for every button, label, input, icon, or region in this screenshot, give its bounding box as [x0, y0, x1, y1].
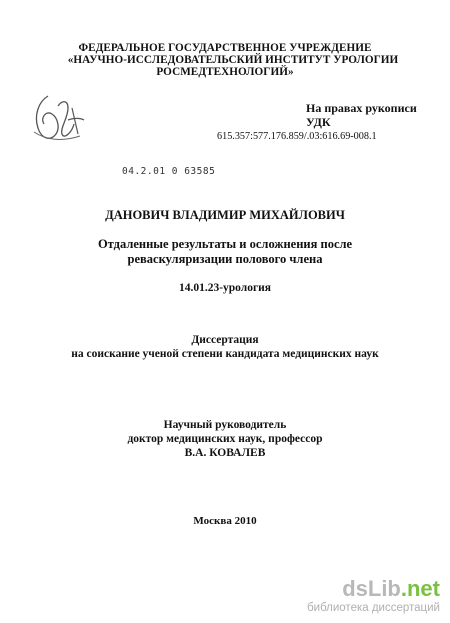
watermark-caption: библиотека диссертаций [307, 602, 440, 614]
udc-label: УДК [306, 115, 331, 129]
watermark [307, 577, 440, 615]
supervisor-label: Научный руководитель [163, 419, 287, 431]
udc-code: 615.357:577.176.859/.03:616.69-008.1 [217, 131, 377, 142]
degree-line: на соискание ученой степени кандидата медицинских наук [71, 348, 379, 360]
manuscript-rights: На правах рукописи [306, 101, 417, 115]
institution-line-2: «НАУЧНО-ИССЛЕДОВАТЕЛЬСКИЙ ИНСТИТУТ УРОЛОГИИ [67, 54, 399, 66]
dissertation-title-line-2: реваскуляризации полового члена [127, 252, 323, 266]
specialty-code: 14.01.23-урология [178, 282, 272, 294]
library-stamp: 04.2.01 0 63585 [122, 166, 216, 177]
city-year: Москва 2010 [193, 515, 257, 527]
dissertation-title-line-1: Отдаленные результаты и осложнения после [97, 237, 353, 251]
dissertation-label: Диссертация [191, 334, 259, 346]
watermark-site [307, 577, 440, 601]
watermark-site-domain: .net [400, 576, 440, 601]
supervisor-degree: доктор медицинских наук, профессор [127, 433, 323, 445]
handwritten-signature [28, 88, 90, 150]
supervisor-name: В.А. КОВАЛЕВ [184, 447, 266, 459]
institution-line-1: ФЕДЕРАЛЬНОЕ ГОСУДАРСТВЕННОЕ УЧРЕЖДЕНИЕ [78, 42, 372, 54]
institution-line-3: РОСМЕДТЕХНОЛОГИЙ» [156, 66, 294, 78]
author-name: ДАНОВИЧ ВЛАДИМИР МИХАЙЛОВИЧ [105, 208, 345, 222]
watermark-site-name: dsLib [342, 576, 401, 601]
